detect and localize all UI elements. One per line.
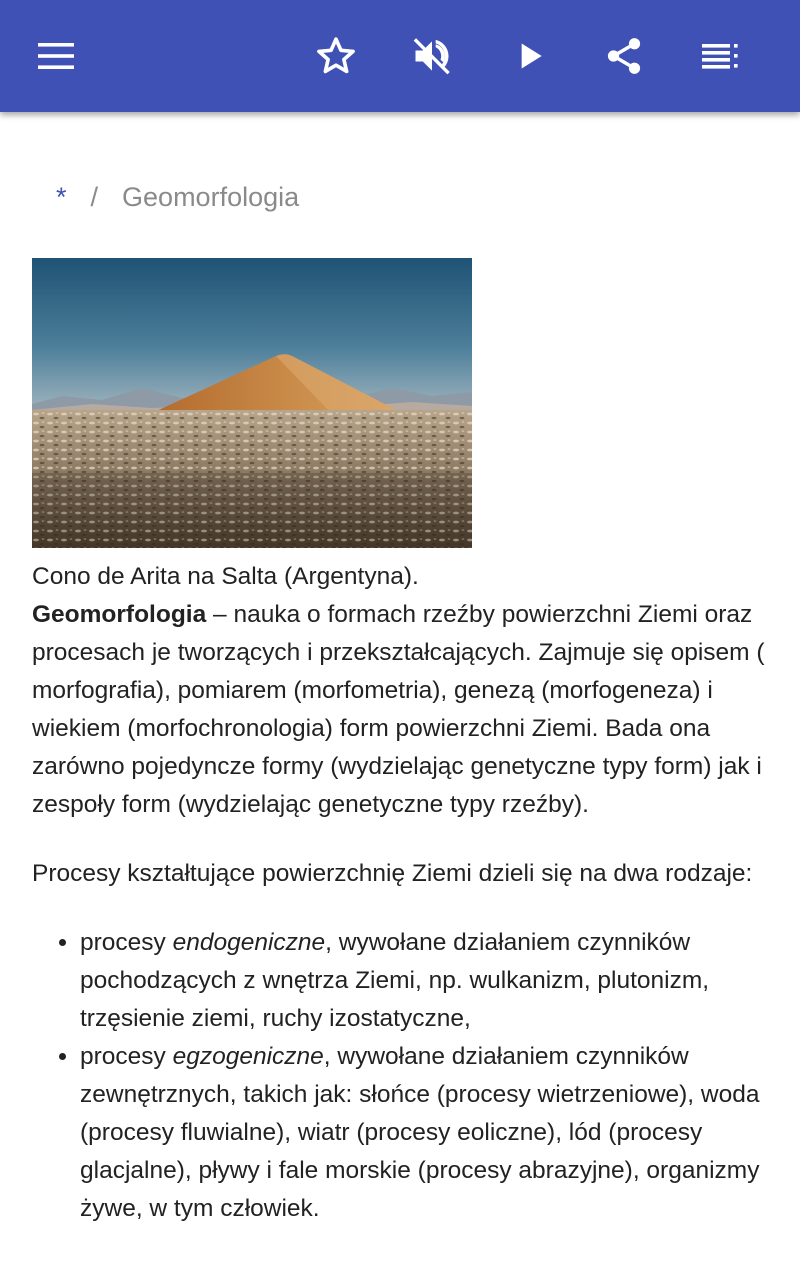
list-item-text: , wywołane działaniem czynników pochodzących z wnętrza Ziemi, np. wulkanizm, plutonizm, trzęsienie ziemi, ruchy izostatyczne, (80, 929, 710, 1032)
volume-off-icon (410, 34, 454, 78)
list-item (80, 924, 772, 1038)
list-item-prefix: procesy (80, 929, 173, 956)
intro-term: Geomorfologia (32, 601, 207, 628)
intro-text: – nauka o formach rzeźby powierzchni Ziemi oraz procesach je tworzących i przekształcających. Zajmuje się opisem ( morfografia), pomiarem (morfometria), genezą (morfogeneza) i wiekiem (morfochronologia) form powierzchni Ziemi. Bada ona zarówno pojedyncze formy (wydzielając genetyczne typy form) jak i zespoły form (wydzielając genetyczne typy rzeźby). (32, 601, 765, 818)
mute-button[interactable] (404, 28, 460, 84)
list-item-text: , wywołane działaniem czynników zewnętrznych, takich jak: słońce (procesy wietrzeniowe), woda (procesy fluwialne), wiatr (procesy eoliczne), lód (procesy glacjalne), pływy i fale morskie (procesy abrazyjne), organizmy żywe, w tym człowiek. (80, 1043, 760, 1222)
breadcrumb (56, 182, 299, 213)
playlist-icon (700, 36, 740, 76)
top-app-bar (0, 0, 800, 112)
share-button[interactable] (596, 28, 652, 84)
list-item (80, 1038, 772, 1228)
processes-paragraph: Procesy kształtujące powierzchnię Ziemi dzieli się na dwa rodzaje: (32, 860, 753, 887)
article-body (32, 558, 772, 1228)
list-item-term: egzogeniczne (172, 1043, 324, 1070)
share-icon (603, 35, 645, 77)
play-icon (510, 36, 550, 76)
star-outline-icon (314, 34, 358, 78)
menu-button[interactable] (28, 28, 84, 84)
image-caption: Cono de Arita na Salta (Argentyna). (32, 563, 419, 590)
favorite-button[interactable] (308, 28, 364, 84)
desert-cone-photo (32, 258, 472, 548)
process-list (32, 924, 772, 1228)
list-item-prefix: procesy (80, 1043, 173, 1070)
breadcrumb-separator: / (90, 182, 99, 212)
breadcrumb-current: Geomorfologia (122, 182, 300, 212)
list-item-term: endogeniczne (172, 929, 326, 956)
play-button[interactable] (502, 28, 558, 84)
menu-icon (36, 36, 76, 76)
intro-paragraph (32, 596, 772, 824)
article-content (32, 112, 772, 1280)
breadcrumb-home-link[interactable]: * (56, 182, 67, 212)
article-image[interactable] (32, 258, 472, 548)
contents-button[interactable] (692, 28, 748, 84)
